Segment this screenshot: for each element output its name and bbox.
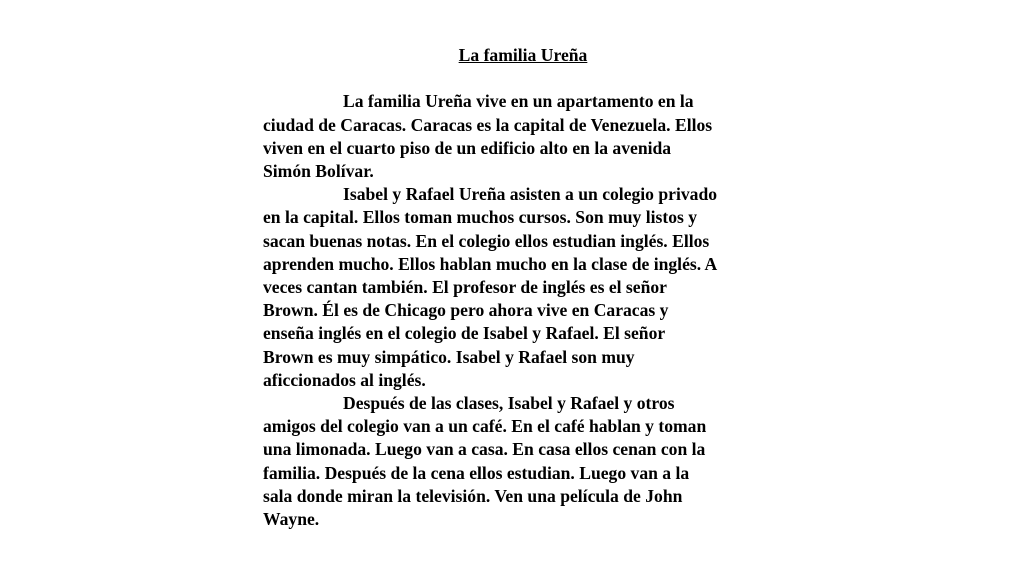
paragraph-line: viven en el cuarto piso de un edificio alto en la avenida [263, 137, 672, 158]
paragraph-1 [263, 90, 763, 183]
paragraph-2 [263, 183, 763, 392]
paragraph-line: enseña inglés en el colegio de Isabel y Rafael. El señor [263, 323, 666, 344]
paragraph-3 [263, 392, 763, 531]
paragraph-line: una limonada. Luego van a casa. En casa ellos cenan con la [263, 439, 706, 460]
document-title: La familia Ureña [458, 45, 588, 65]
paragraph-line: Wayne. [263, 509, 320, 530]
paragraph-line: La familia Ureña vive en un apartamento en la [343, 91, 694, 112]
paragraph-line: Después de las clases, Isabel y Rafael y otros [343, 393, 675, 414]
paragraph-line: Simón Bolívar. [263, 161, 374, 181]
paragraph-line: aficcionados al inglés. [263, 369, 426, 390]
paragraph-line: amigos del colegio van a un café. En el café hablan y toman [263, 416, 707, 437]
paragraph-line: familia. Después de la cena ellos estudian. Luego van a la [263, 462, 690, 483]
document [263, 44, 763, 531]
paragraph-line: Brown es muy simpático. Isabel y Rafael son muy [263, 346, 635, 367]
paragraph-line: sacan buenas notas. En el colegio ellos estudian inglés. Ellos [263, 230, 710, 251]
paragraph-line: Isabel y Rafael Ureña asisten a un colegio privado [343, 184, 718, 205]
paragraph-line: aprenden mucho. Ellos hablan mucho en la clase de inglés. A [263, 253, 718, 274]
paragraph-line: en la capital. Ellos toman muchos cursos. Son muy listos y [263, 207, 698, 228]
paragraph-line: ciudad de Caracas. Caracas es la capital de Venezuela. Ellos [263, 114, 713, 135]
paragraph-line: sala donde miran la televisión. Ven una película de John [263, 485, 683, 506]
paragraph-line: Brown. Él es de Chicago pero ahora vive en Caracas y [263, 300, 669, 321]
paragraph-line: veces cantan también. El profesor de inglés es el señor [263, 277, 667, 298]
